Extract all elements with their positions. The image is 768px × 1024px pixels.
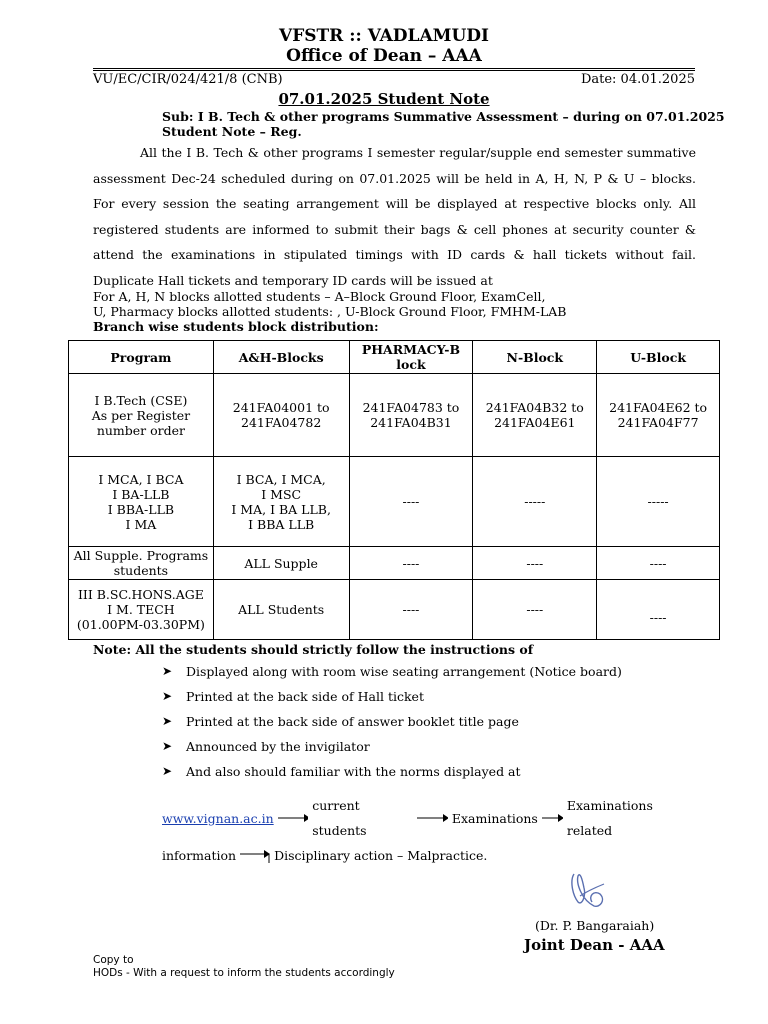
cell-ah: I BCA, I MCA, I MSC I MA, I BA LLB, I BBA LLB <box>213 457 349 547</box>
office-name: Office of Dean – AAA <box>286 46 482 66</box>
body-paragraph <box>93 140 696 293</box>
allotment-up: U, Pharmacy blocks allotted students: , U-Block Ground Floor, FMHM-LAB <box>93 304 567 319</box>
table-row <box>69 374 720 457</box>
cell-n: ---- <box>473 547 597 580</box>
cell-n: ----- <box>473 457 597 547</box>
instruction-list <box>162 664 622 789</box>
circular-date: Date: 04.01.2025 <box>580 72 695 87</box>
institution-name: VFSTR :: VADLAMUDI <box>279 26 489 46</box>
navigation-path <box>162 793 696 868</box>
cell-n: ---- <box>473 580 597 640</box>
arrow-right-icon <box>240 849 270 863</box>
table-row <box>69 547 720 580</box>
header-n-block: N-Block <box>473 341 597 374</box>
cell-program: I MCA, I BCA I BA-LLB I BBA-LLB I MA <box>69 457 214 547</box>
cell-program: All Supple. Programs students <box>69 547 214 580</box>
path-step-examinations: Examinations <box>451 810 538 826</box>
cell-pharmacy: ---- <box>349 547 473 580</box>
cell-ah: ALL Supple <box>213 547 349 580</box>
list-item: ➤ Printed at the back side of Hall ticket <box>162 689 424 704</box>
cell-program: III B.SC.HONS.AGE I M. TECH (01.00PM-03.30PM) <box>69 580 214 640</box>
arrow-right-icon <box>278 814 309 822</box>
cell-ah: 241FA04001 to 241FA04782 <box>213 374 349 457</box>
arrow-bullet-icon: ➤ <box>162 739 173 753</box>
copy-to-hods: HODs - With a request to inform the students accordingly <box>93 967 395 979</box>
reference-line <box>93 70 695 87</box>
cell-pharmacy: ---- <box>349 457 473 547</box>
path-step-exam-related: Examinations related <box>566 798 653 838</box>
list-item: ➤ Announced by the invigilator <box>162 739 370 754</box>
header-pharmacy-block: PHARMACY-Block <box>349 341 473 374</box>
list-item: ➤ Displayed along with room wise seating arrangement (Notice board) <box>162 664 622 679</box>
list-item: ➤ Printed at the back side of answer booklet title page <box>162 714 519 729</box>
path-step-current-students: current students <box>312 798 367 838</box>
cell-program: I B.Tech (CSE) As per Register number order <box>69 374 214 457</box>
vignan-website-link[interactable]: www.vignan.ac.in <box>162 810 274 826</box>
table-row <box>69 457 720 547</box>
path-step-information: information <box>162 848 237 863</box>
body-text: All the I B. Tech & other programs I semester regular/supple end semester summative assessment Dec-24 scheduled during on 07.01.2025 will be held in A, H, N, P & U – blocks. For every session the seating arrangement will be displayed at respective blocks only. All registered students are informed to submit their bags & cell phones at security counter & attend the examinations in stipulated timings with ID cards & hall tickets without fail. Duplicate Hall tickets and temporary ID cards will be issued at <box>93 145 696 288</box>
cell-pharmacy: ---- <box>349 580 473 640</box>
cell-pharmacy: 241FA04783 to 241FA04B31 <box>349 374 473 457</box>
list-item: ➤ And also should familiar with the norms displayed at <box>162 764 521 779</box>
header-ah-blocks: A&H-Blocks <box>213 341 349 374</box>
cell-n: 241FA04B32 to 241FA04E61 <box>473 374 597 457</box>
signatory-name: (Dr. P. Bangaraiah) <box>535 918 655 933</box>
copy-to <box>93 954 395 980</box>
header-u-block: U-Block <box>597 341 720 374</box>
arrow-bullet-icon: ➤ <box>162 714 173 728</box>
document-title: 07.01.2025 Student Note <box>278 90 490 108</box>
cell-u: ---- <box>597 547 720 580</box>
arrow-right-icon <box>542 814 563 822</box>
cell-u: ---- <box>597 580 720 640</box>
arrow-bullet-icon: ➤ <box>162 689 173 703</box>
signatory-title: Joint Dean - AAA <box>524 936 665 954</box>
allotment-ahn: For A, H, N blocks allotted students – A–Block Ground Floor, ExamCell, <box>93 289 546 304</box>
cell-u: 241FA04E62 to 241FA04F77 <box>597 374 720 457</box>
block-distribution-table <box>68 340 720 640</box>
path-step-disciplinary: Disciplinary action – Malpractice. <box>274 848 488 863</box>
header-program: Program <box>69 341 214 374</box>
table-row <box>69 580 720 640</box>
arrow-right-icon <box>417 814 448 822</box>
distribution-heading: Branch wise students block distribution: <box>93 319 379 334</box>
header-rule <box>93 68 695 69</box>
cell-u: ----- <box>597 457 720 547</box>
allotment-block <box>93 289 567 334</box>
reference-number: VU/EC/CIR/024/421/8 (CNB) <box>93 72 283 87</box>
signature-image <box>560 866 630 914</box>
arrow-bullet-icon: ➤ <box>162 764 173 778</box>
subject-line: Sub: I B. Tech & other programs Summative Assessment – during on 07.01.2025 <box>162 109 725 124</box>
note-heading: Note: All the students should strictly follow the instructions of <box>93 642 534 657</box>
copy-to-label: Copy to <box>93 954 134 966</box>
subject <box>162 109 725 139</box>
arrow-bullet-icon: ➤ <box>162 664 173 678</box>
cell-ah: ALL Students <box>213 580 349 640</box>
table-header-row <box>69 341 720 374</box>
subject-reg: Student Note – Reg. <box>162 124 302 139</box>
